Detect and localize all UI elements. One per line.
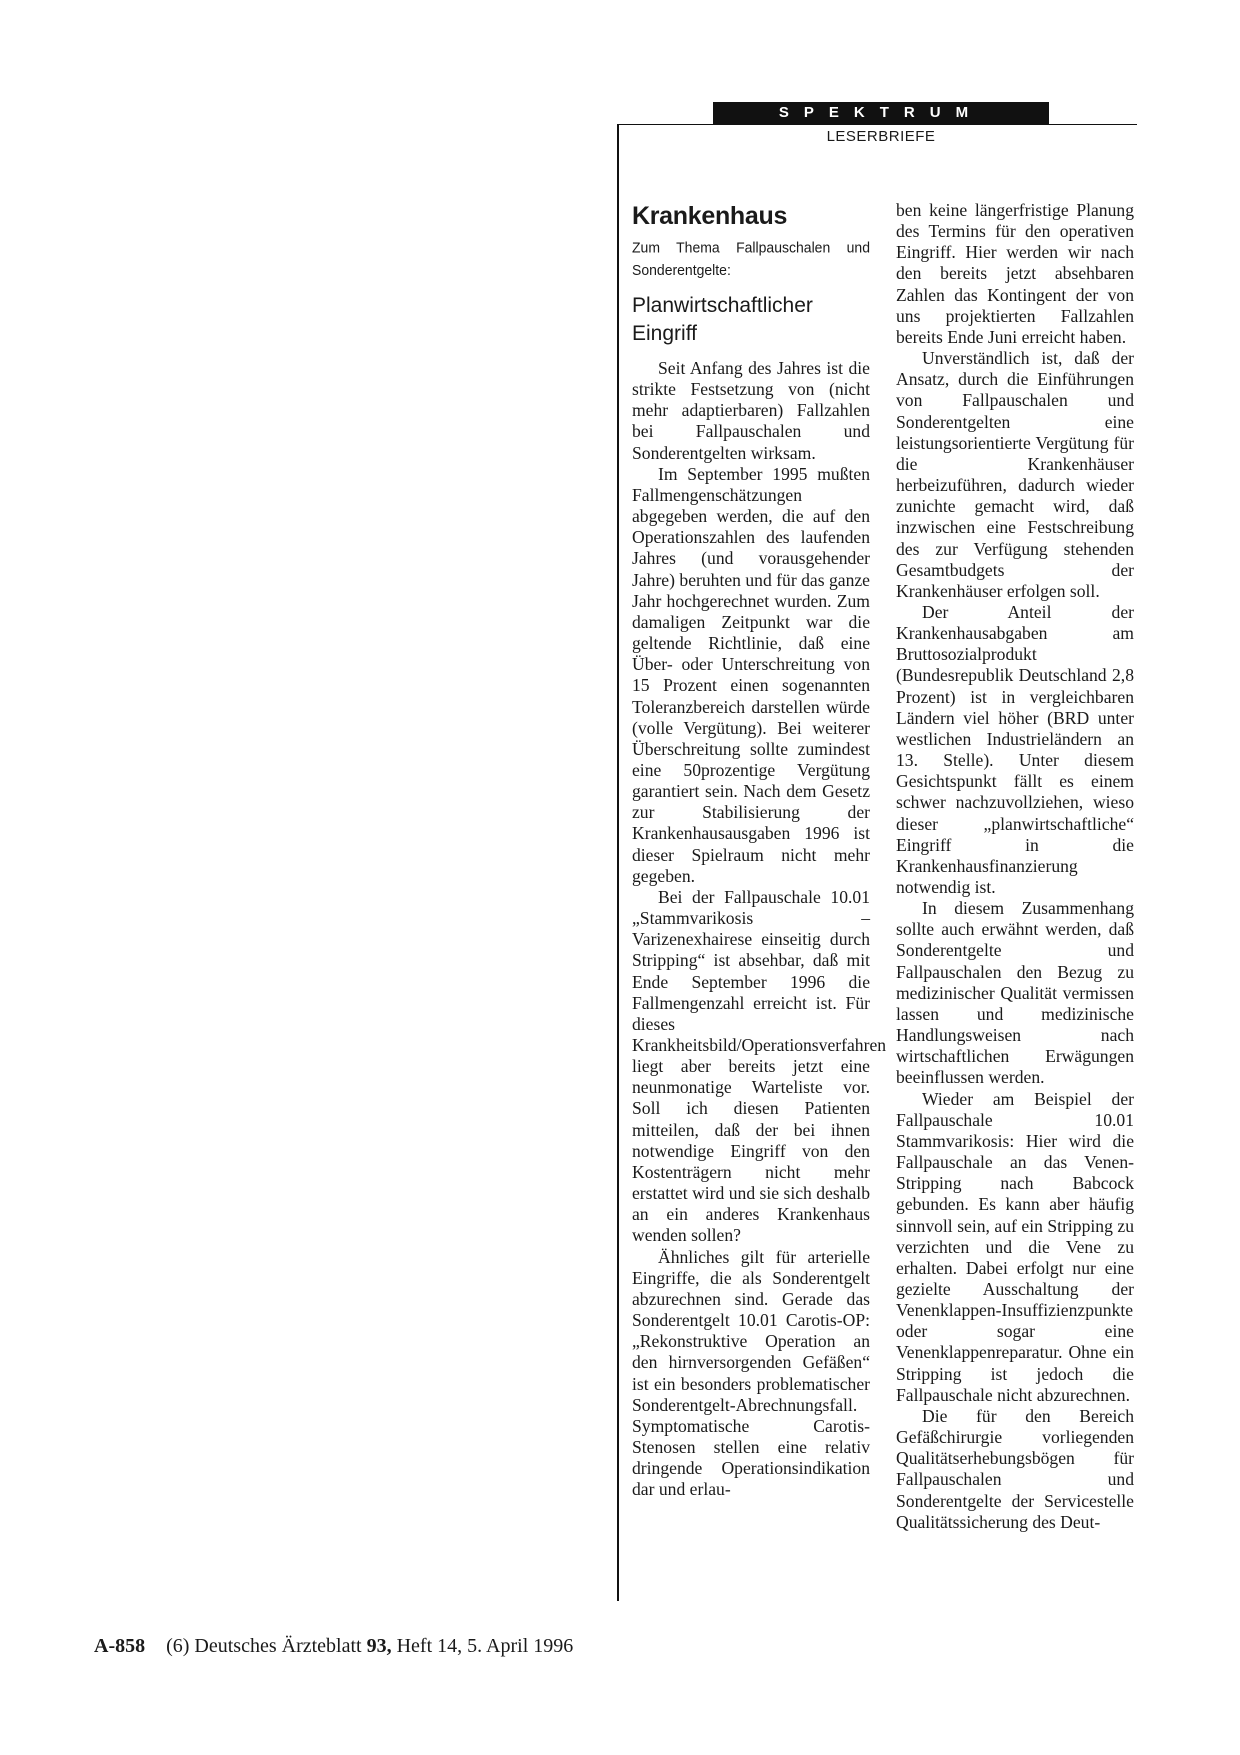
- paragraph: Wieder am Beispiel der Fallpauschale 10.01 Stammvarikosis: Hier wird die Fallpauschale an das Venen-Stripping nach Babcock gebunden. Es kann aber häufig sinnvoll sein, auf ein Stripping zu verzichten und die Vene zu erhalten. Dabei erfolgt nur eine gezielte Ausschaltung der Venenklappen-Insuffizienzpunkte oder sogar eine Venenklappenreparatur. Ohne ein Stripping ist jedoch die Fallpauschale nicht abzurechnen.: [896, 1088, 1134, 1405]
- page-footer: [94, 1635, 573, 1658]
- journal-volume: 93,: [366, 1635, 392, 1657]
- column-rule: [617, 124, 619, 1601]
- section-header-bar: SPEKTRUM: [713, 102, 1049, 124]
- paragraph: Bei der Fallpauschale 10.01 „Stammvarikosis – Varizenexhairese einseitig durch Stripping“ ist absehbar, daß mit Ende September 1996 die Fallmengenzahl erreicht ist. Für dieses Krankheitsbild/Operationsverfahren liegt aber bereits jetzt eine neunmonatige Warteliste vor. Soll ich diesen Patienten mitteilen, daß der bei ihnen notwendige Eingriff von den Kostenträgern nicht mehr erstattet wird und sie sich deshalb an ein anderes Krankenhaus wenden sollen?: [632, 886, 887, 1246]
- page-number: A-858: [94, 1635, 146, 1657]
- header-rule: [617, 124, 1137, 125]
- subsection-label: LESERBRIEFE: [826, 128, 936, 145]
- paragraph: Seit Anfang des Jahres ist die strikte Festsetzung von (nicht mehr adaptierbaren) Fallzahlen bei Fallpauschalen und Sonderentgelten wirksam.: [632, 358, 870, 463]
- paragraph: In diesem Zusammenhang sollte auch erwähnt werden, daß Sonderentgelte und Fallpauschalen den Bezug zu medizinischer Qualität vermissen lassen und medizinische Handlungsweisen nach wirtschaftlichen Erwägungen beeinflussen werden.: [896, 898, 1134, 1088]
- article-column-2: [896, 200, 1134, 1533]
- article-column-1: [632, 200, 887, 1500]
- paragraph: Ähnliches gilt für arterielle Eingriffe, die als Sonderentgelt abzurechnen sind. Gerade das Sonderentgelt 10.01 Carotis-OP: „Rekonstruktive Operation an den hirnversorgenden Gefäßen“ ist ein besonders problematischer Sonderentgelt-Abrechnungsfall. Symptomatische Carotis-Stenosen stellen eine relativ dringende Operationsindikation dar und erlau-: [632, 1246, 870, 1500]
- journal-citation: (6) Deutsches Ärzteblatt: [166, 1635, 362, 1657]
- paragraph: Im September 1995 mußten Fallmengenschätzungen abgegeben werden, die auf den Operationszahlen des laufenden Jahres (und vorausgehender Jahre) beruhten und für das ganze Jahr hochgerechnet wurden. Zum damaligen Zeitpunkt war die geltende Richtlinie, daß eine Über- oder Unterschreitung von 15 Prozent einen sogenannten Toleranzbereich darstellen würde (volle Vergütung). Bei weiterer Überschreitung sollte zumindest eine 50prozentige Vergütung garantiert sein. Nach dem Gesetz zur Stabilisierung der Krankenhausausgaben 1996 ist dieser Spielraum nicht mehr gegeben.: [632, 463, 870, 886]
- article-title: Krankenhaus: [632, 202, 788, 230]
- paragraph: Der Anteil der Krankenhausabgaben am Bruttosozialprodukt (Bundesrepublik Deutschland 2,8 Prozent) ist in vergleichbaren Ländern viel höher (BRD unter westlichen Industrieländern an 13. Stelle). Unter diesem Gesichtspunkt fällt es einem schwer nachzuvollziehen, wieso dieser „planwirtschaftliche“ Eingriff in die Krankenhausfinanzierung notwendig ist.: [896, 601, 1134, 897]
- journal-issue: Heft 14, 5. April 1996: [396, 1635, 574, 1657]
- article-headline: Planwirtschaftlicher Eingriff: [632, 294, 813, 345]
- paragraph: Unverständlich ist, daß der Ansatz, durch die Einführungen von Fallpauschalen und Sonderentgelten eine leistungsorientierte Vergütung für die Krankenhäuser herbeizuführen, dadurch wieder zunichte gemacht wird, daß inzwischen eine Festschreibung des zur Verfügung stehenden Gesamtbudgets der Krankenhäuser erfolgen soll.: [896, 348, 1134, 601]
- paragraph: ben keine längerfristige Planung des Termins für den operativen Eingriff. Hier werden wir nach den bereits jetzt absehbaren Zahlen das Kontingent der von uns projektierten Fallzahlen bereits Ende Juni erreicht haben.: [896, 200, 1134, 347]
- article-subtitle: Zum Thema Fallpauschalen und Sonderentgelte:: [632, 238, 870, 279]
- paragraph: Die für den Bereich Gefäßchirurgie vorliegenden Qualitätserhebungsbögen für Fallpauschalen und Sonderentgelte der Servicestelle Qualitätssicherung des Deut-: [896, 1405, 1134, 1532]
